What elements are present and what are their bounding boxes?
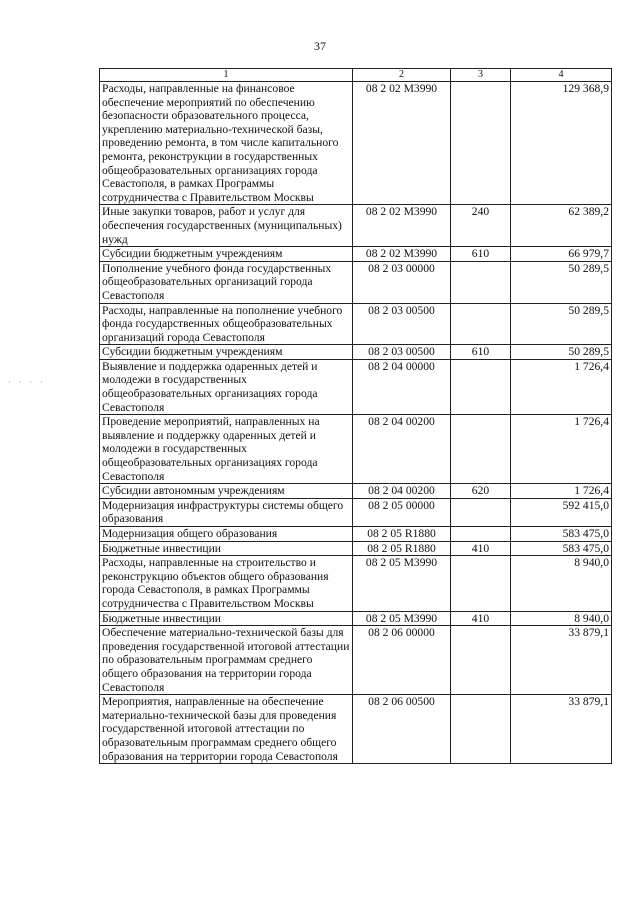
- row-amount: 50 289,5: [511, 261, 612, 303]
- table-row: [100, 247, 612, 262]
- scan-artifact-marks: · · · ·: [8, 378, 46, 387]
- column-header-3: 3: [451, 69, 511, 82]
- row-code: 08 2 04 00200: [353, 484, 451, 499]
- table-row: [100, 359, 612, 414]
- row-amount: 8 940,0: [511, 611, 612, 626]
- row-amount: 583 475,0: [511, 541, 612, 556]
- row-amount: 33 879,1: [511, 695, 612, 764]
- row-code: 08 2 02 М3990: [353, 82, 451, 205]
- row-amount: 33 879,1: [511, 626, 612, 695]
- row-code: 08 2 03 00500: [353, 345, 451, 360]
- row-name: Обеспечение материально-технической базы для проведения государственной итоговой аттестации по образовательным программам среднего общего образования на территории города Севастополя: [100, 626, 353, 695]
- page-number: 37: [314, 39, 326, 53]
- row-amount: 1 726,4: [511, 359, 612, 414]
- row-type: 610: [451, 247, 511, 262]
- row-type: [451, 82, 511, 205]
- table-header-row: [100, 69, 612, 82]
- row-type: [451, 261, 511, 303]
- row-type: [451, 626, 511, 695]
- row-type: [451, 359, 511, 414]
- row-code: 08 2 02 М3990: [353, 205, 451, 247]
- table-row: [100, 484, 612, 499]
- row-type: [451, 556, 511, 611]
- row-name: Бюджетные инвестиции: [100, 611, 353, 626]
- column-header-4: 4: [511, 69, 612, 82]
- row-name: Выявление и поддержка одаренных детей и молодежи в государственных общеобразовательных организациях города Севастополя: [100, 359, 353, 414]
- row-amount: 129 368,9: [511, 82, 612, 205]
- row-amount: 62 389,2: [511, 205, 612, 247]
- row-name: Иные закупки товаров, работ и услуг для обеспечения государственных (муниципальных) нужд: [100, 205, 353, 247]
- row-amount: 1 726,4: [511, 484, 612, 499]
- row-type: [451, 695, 511, 764]
- row-code: 08 2 04 00200: [353, 415, 451, 484]
- row-name: Расходы, направленные на строительство и реконструкцию объектов общего образования города Севастополя, в рамках Программы сотрудничества с Правительством Москвы: [100, 556, 353, 611]
- row-type: [451, 415, 511, 484]
- row-code: 08 2 05 М3990: [353, 556, 451, 611]
- table-row: [100, 611, 612, 626]
- row-amount: 8 940,0: [511, 556, 612, 611]
- row-name: Субсидии бюджетным учреждениям: [100, 247, 353, 262]
- table-row: [100, 527, 612, 542]
- table-row: [100, 303, 612, 345]
- row-code: 08 2 03 00500: [353, 303, 451, 345]
- row-name: Расходы, направленные на пополнение учебного фонда государственных общеобразовательных организаций города Севастополя: [100, 303, 353, 345]
- table-row: [100, 82, 612, 205]
- column-header-1: 1: [100, 69, 353, 82]
- row-type: 410: [451, 541, 511, 556]
- table-row: [100, 556, 612, 611]
- row-name: Бюджетные инвестиции: [100, 541, 353, 556]
- row-amount: 50 289,5: [511, 345, 612, 360]
- row-code: 08 2 05 R1880: [353, 541, 451, 556]
- row-code: 08 2 05 00000: [353, 498, 451, 526]
- row-code: 08 2 06 00500: [353, 695, 451, 764]
- row-amount: 583 475,0: [511, 527, 612, 542]
- row-type: 410: [451, 611, 511, 626]
- row-code: 08 2 05 R1880: [353, 527, 451, 542]
- table-row: [100, 205, 612, 247]
- row-code: 08 2 06 00000: [353, 626, 451, 695]
- row-type: [451, 498, 511, 526]
- table-row: [100, 695, 612, 764]
- row-amount: 66 979,7: [511, 247, 612, 262]
- row-type: 240: [451, 205, 511, 247]
- row-code: 08 2 04 00000: [353, 359, 451, 414]
- budget-table: [99, 68, 612, 764]
- row-code: 08 2 03 00000: [353, 261, 451, 303]
- row-type: 610: [451, 345, 511, 360]
- row-type: [451, 303, 511, 345]
- row-name: Модернизация инфраструктуры системы общего образования: [100, 498, 353, 526]
- table-row: [100, 345, 612, 360]
- row-name: Проведение мероприятий, направленных на выявление и поддержку одаренных детей и молодежи в государственных общеобразовательных организациях города Севастополя: [100, 415, 353, 484]
- row-code: 08 2 02 М3990: [353, 247, 451, 262]
- row-name: Мероприятия, направленные на обеспечение материально-технической базы для проведения государственной итоговой аттестации по образовательным программам среднего общего образования на территории города Севастополя: [100, 695, 353, 764]
- row-amount: 1 726,4: [511, 415, 612, 484]
- row-type: 620: [451, 484, 511, 499]
- row-name: Субсидии автономным учреждениям: [100, 484, 353, 499]
- table-row: [100, 261, 612, 303]
- table-row: [100, 541, 612, 556]
- row-type: [451, 527, 511, 542]
- table-body: [100, 82, 612, 764]
- row-name: Субсидии бюджетным учреждениям: [100, 345, 353, 360]
- row-name: Пополнение учебного фонда государственных общеобразовательных организаций города Севастополя: [100, 261, 353, 303]
- row-code: 08 2 05 М3990: [353, 611, 451, 626]
- table-row: [100, 415, 612, 484]
- row-amount: 50 289,5: [511, 303, 612, 345]
- row-amount: 592 415,0: [511, 498, 612, 526]
- column-header-2: 2: [353, 69, 451, 82]
- table-row: [100, 498, 612, 526]
- row-name: Расходы, направленные на финансовое обеспечение мероприятий по обеспечению безопасности образовательного процесса, укреплению материально-технической базы, проведению ремонта, в том числе капитального ремонта, реконструкции в государственных общеобразовательных организациях города Севастополя, в рамках Программы сотрудничества с Правительством Москвы: [100, 82, 353, 205]
- row-name: Модернизация общего образования: [100, 527, 353, 542]
- table-row: [100, 626, 612, 695]
